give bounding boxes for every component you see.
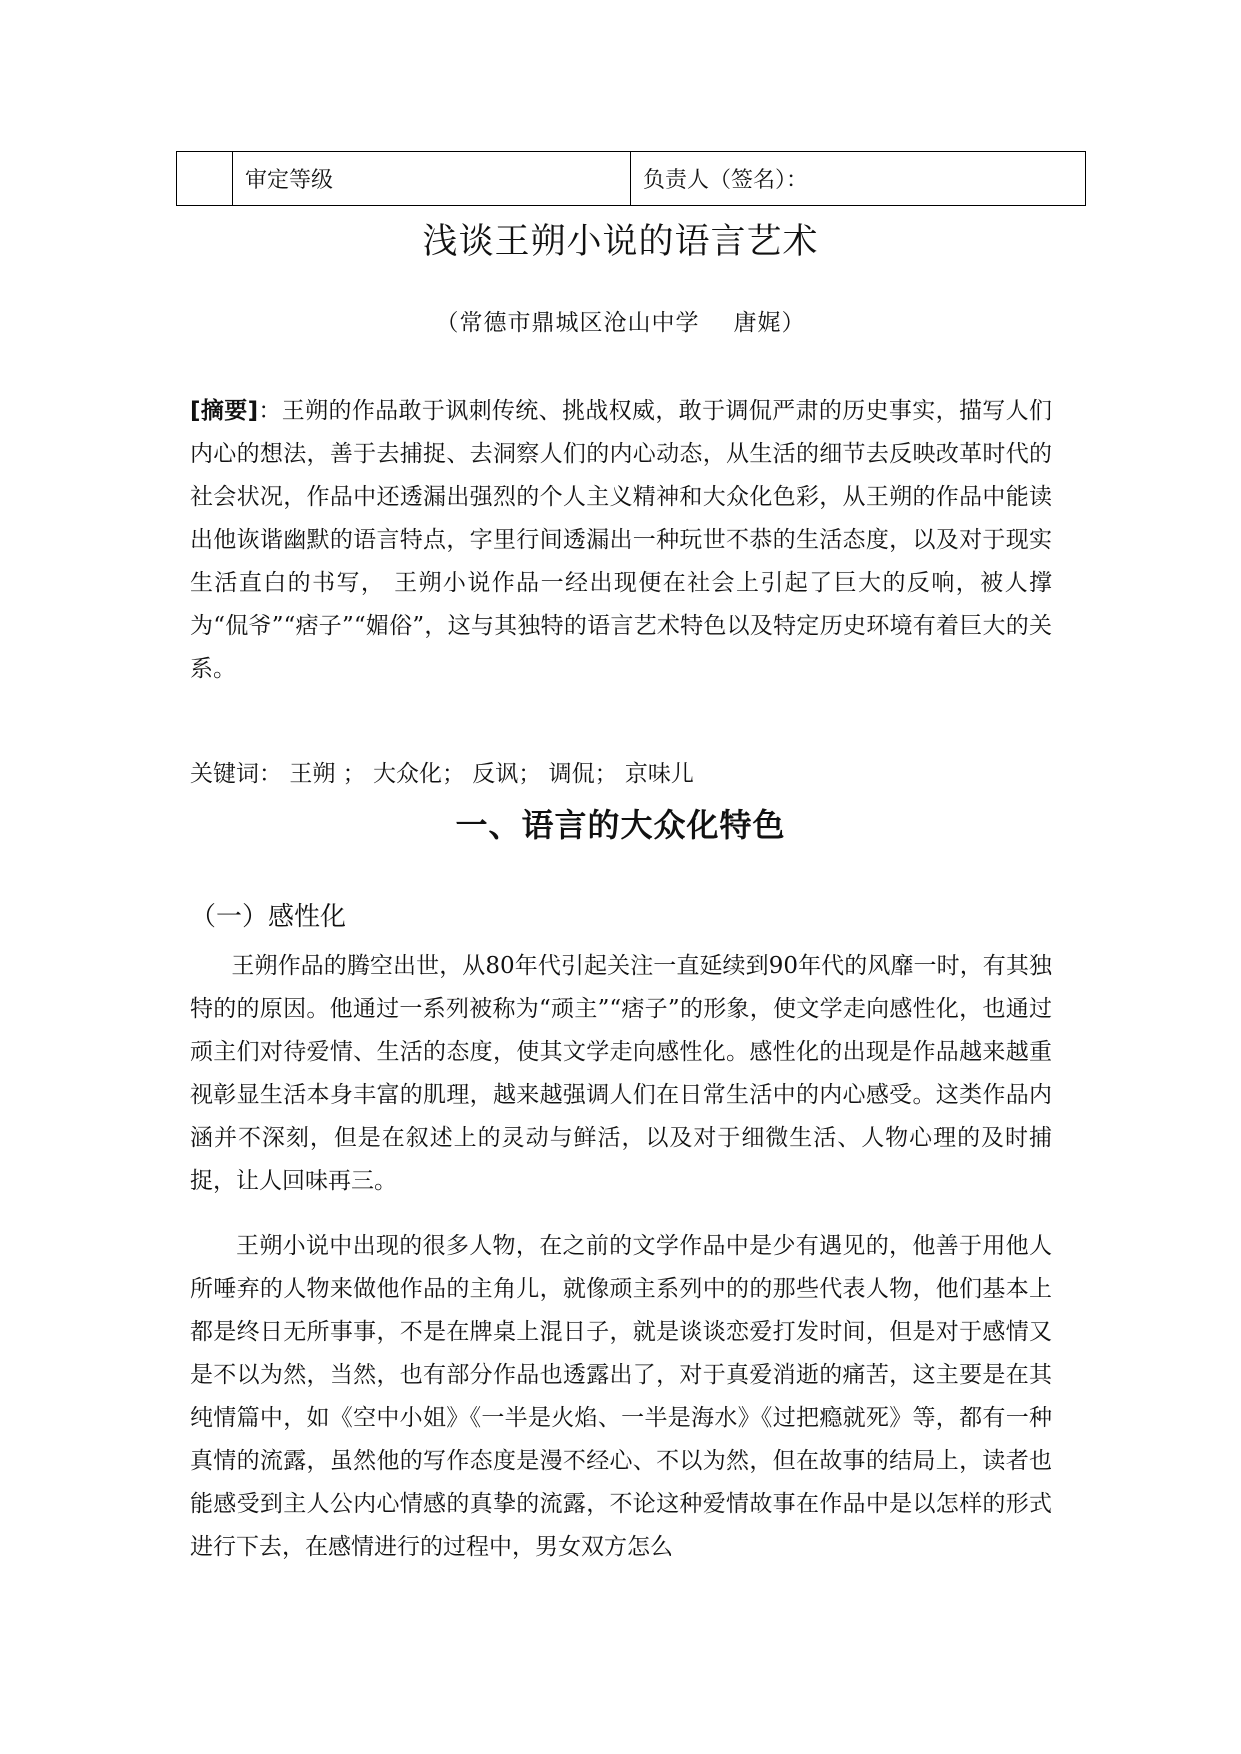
keyword-separator: ； xyxy=(441,761,465,787)
review-table-row xyxy=(177,152,1086,206)
keyword-item: 调侃 xyxy=(548,761,595,787)
review-grade-label: 审定等级 xyxy=(233,152,631,206)
body-paragraph: 王朔小说中出现的很多人物，在之前的文学作品中是少有遇见的，他善于用他人所唾弃的人物来做他作品的主角儿，就像顽主系列中的的那些代表人物，他们基本上都是终日无所事事，不是在牌桌上混日子，就是谈谈恋爱打发时间，但是对于感情又是不以为然，当然，也有部分作品也透露出了，对于真爱消逝的痛苦，这主要是在其纯情篇中，如《空中小姐》《一半是火焰、一半是海水》《过把瘾就死》等，都有一种真情的流露，虽然他的写作态度是漫不经心、不以为然，但在故事的结局上，读者也能感受到主人公内心情感的真挚的流露，不论这种爱情故事在作品中是以怎样的形式进行下去，在感情进行的过程中，男女双方怎么 xyxy=(190,1233,1052,1560)
subsection-heading: （一）感性化 xyxy=(190,902,347,932)
author-school: （常德市鼎城区沧山中学 xyxy=(435,310,700,336)
review-table-empty-cell xyxy=(177,152,233,206)
review-table xyxy=(176,151,1086,206)
keywords-colon: ： xyxy=(259,761,282,787)
keyword-item: 大众化 xyxy=(372,761,442,787)
keyword-item: 反讽 xyxy=(472,761,519,787)
keyword-separator: ； xyxy=(594,761,618,787)
abstract xyxy=(190,390,1052,691)
section-heading: 一、语言的大众化特色 xyxy=(455,806,786,844)
author-name: 唐娓） xyxy=(733,310,806,336)
keyword-item: 京味儿 xyxy=(624,761,694,787)
keywords xyxy=(190,755,694,788)
keyword-separator: ； xyxy=(335,761,366,787)
keyword-item: 王朔 xyxy=(289,761,336,787)
abstract-label: [摘要] xyxy=(190,398,259,424)
abstract-text: ：王朔的作品敢于讽刺传统、挑战权威，敢于调侃严肃的历史事实，描写人们内心的想法，善于去捕捉、去洞察人们的内心动态，从生活的细节去反映改革时代的社会状况，作品中还透漏出强烈的个人主义精神和大众化色彩，从王朔的作品中能读出他诙谐幽默的语言特点，字里行间透漏出一种玩世不恭的生活态度，以及对于现实生活直白的书写， 王朔小说作品一经出现便在社会上引起了巨大的反响，被人撑为“侃爷”“痞子”“媚俗”，这与其独特的语言艺术特色以及特定历史环境有着巨大的关系。 xyxy=(190,398,1052,682)
review-signer-label: 负责人（签名）： xyxy=(631,152,1086,206)
document-title: 浅谈王朔小说的语言艺术 xyxy=(422,222,819,262)
keyword-separator: ； xyxy=(518,761,542,787)
body-paragraph: 王朔作品的腾空出世，从80年代引起关注一直延续到90年代的风靡一时，有其独特的的原因。他通过一系列被称为“顽主”“痞子”的形象，使文学走向感性化，也通过顽主们对待爱情、生活的态度，使其文学走向感性化。感性化的出现是作品越来越重视彰显生活本身丰富的肌理，越来越强调人们在日常生活中的内心感受。这类作品内涵并不深刻，但是在叙述上的灵动与鲜活，以及对于细微生活、人物心理的及时捕捉，让人回味再三。 xyxy=(190,953,1052,1194)
keywords-label: 关键词 xyxy=(190,761,259,787)
author-line xyxy=(0,304,1241,337)
